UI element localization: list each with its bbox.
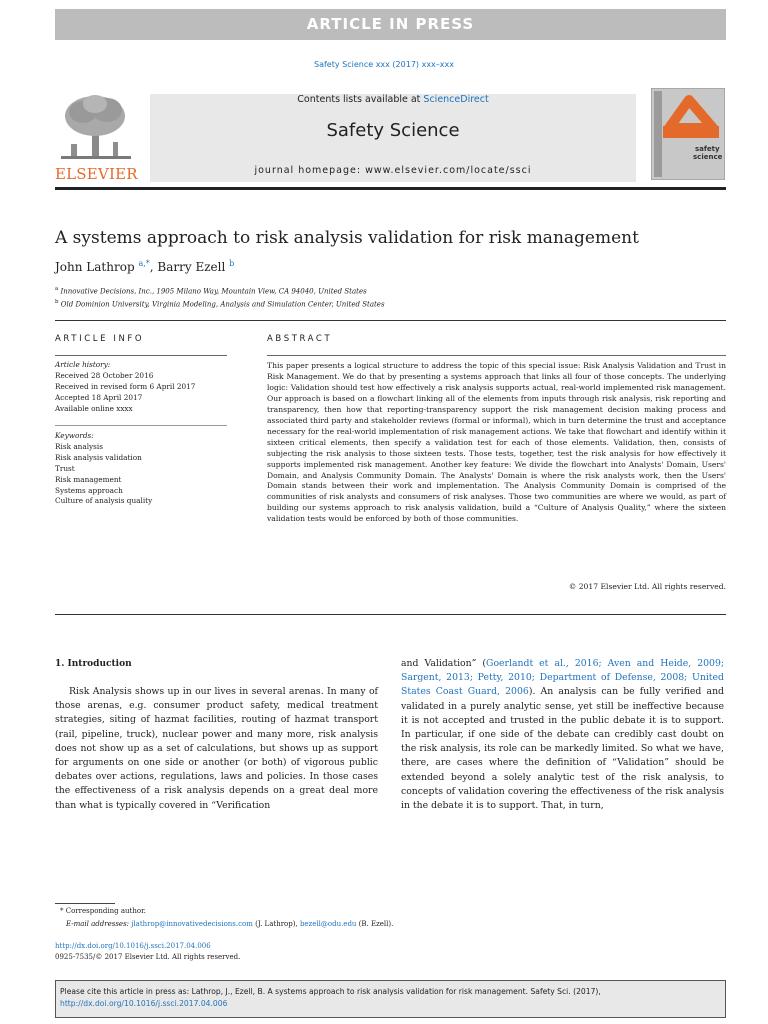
article-info-rule [55, 355, 227, 356]
affiliation-mark: b [55, 299, 59, 306]
email-link[interactable]: jlathrop@innovativedecisions.com [131, 920, 253, 928]
history-item: Accepted 18 April 2017 [55, 392, 143, 402]
author-name[interactable]: Barry Ezell [157, 260, 226, 274]
author-list [55, 259, 234, 274]
intro-text: and Validation” ( [401, 658, 487, 669]
abstract-heading: ABSTRACT [267, 334, 333, 344]
citation-box [55, 980, 726, 1018]
header-rule [55, 187, 726, 190]
doi-link[interactable]: http://dx.doi.org/10.1016/j.ssci.2017.04.006 [55, 942, 211, 950]
affiliation-text: Old Dominion University, Virginia Modeling, Analysis and Simulation Center, United States [60, 300, 385, 309]
author-name[interactable]: John Lathrop [55, 260, 135, 274]
article-in-press-banner: ARTICLE IN PRESS [55, 9, 726, 40]
history-item: Received in revised form 6 April 2017 [55, 381, 196, 391]
email-addresses [66, 920, 393, 928]
issn-line: 0925-7535/© 2017 Elsevier Ltd. All rights reserved. [55, 953, 241, 961]
history-item: Received 28 October 2016 [55, 370, 154, 380]
article-history [55, 360, 227, 415]
history-label: Article history: [55, 360, 111, 369]
affiliation-b [55, 297, 385, 310]
journal-header-box [150, 94, 636, 182]
keyword-item: Risk analysis [55, 441, 103, 451]
article-title: A systems approach to risk analysis validation for risk management [55, 228, 639, 248]
journal-name: Safety Science [326, 120, 460, 141]
article-info-heading: ARTICLE INFO [55, 334, 145, 344]
cover-title-line2: science [693, 153, 723, 161]
affiliations [55, 284, 385, 311]
elsevier-wordmark: ELSEVIER [55, 165, 138, 183]
email-owner: (B. Ezell). [356, 920, 394, 928]
keyword-item: Culture of analysis quality [55, 496, 153, 506]
cover-title-line1: safety [695, 145, 720, 153]
author-affiliation-mark[interactable]: b [229, 259, 235, 268]
journal-cover-thumbnail[interactable] [651, 88, 725, 180]
contents-line [150, 94, 636, 105]
author-separator: , [149, 260, 158, 274]
keywords-label: Keywords: [55, 431, 94, 440]
section-divider [55, 320, 726, 321]
citation-doi-link[interactable]: http://dx.doi.org/10.1016/j.ssci.2017.04.006 [60, 999, 228, 1008]
tree-icon [55, 92, 137, 164]
affiliation-text: Innovative Decisions, Inc., 1905 Milano Way, Mountain View, CA 94040, United States [60, 287, 367, 296]
intro-right-column [401, 657, 724, 813]
abstract-end-rule [55, 614, 726, 615]
email-link[interactable]: bezell@odu.edu [299, 920, 357, 928]
affiliation-mark: a [55, 286, 59, 292]
contents-prefix: Contents lists available at [297, 94, 424, 105]
footnote-rule [55, 903, 115, 904]
author-affiliation-mark[interactable]: a,* [138, 259, 150, 268]
keyword-item: Trust [55, 463, 75, 473]
introduction-heading: 1. Introduction [55, 659, 132, 669]
citation-text [60, 986, 721, 1010]
cover-image [651, 88, 725, 180]
journal-homepage[interactable]: journal homepage: www.elsevier.com/locate/ssci [254, 165, 532, 176]
corresponding-author-note: * Corresponding author. [60, 907, 146, 915]
keywords-rule [55, 425, 227, 426]
intro-text: ). An analysis can be fully verified and validated in a purely analytic sense, yet still be ineffective because it is not accepted and trusted in the public debate it is to support. In particular, if one side of the debate can credibly cast doubt on the risk analysis, its role can be markedly limited. So what we have, there, are cases where the definition of “Validation” should be extended beyond a solely analytic test of the risk analysis, to concepts of validation covering the effectiveness of the risk analysis in the debate it is to support. That, in turn, [401, 686, 725, 812]
elsevier-logo[interactable] [55, 92, 137, 182]
abstract-rule [267, 355, 726, 356]
intro-left-column: Risk Analysis shows up in our lives in several arenas. In many of those arenas, e.g. consumer product safety, medical treatment strategies, siting of hazmat facilities, routing of hazmat transport (rail, pipeline, truck), nuclear power and many more, risk analysis does not show up as a set of calculations, but shows up as support for arguments on one side or another (or both) of vigorous public debates over actions, regulations, laws and policies. In those cases the effectiveness of a risk analysis depends on a great deal more than what is typically covered in “Verification [55, 686, 378, 811]
doi-block [55, 941, 240, 963]
affiliation-a [55, 284, 385, 297]
keywords [55, 431, 227, 507]
keyword-item: Risk analysis validation [55, 452, 142, 462]
history-item: Available online xxxx [55, 403, 133, 413]
citation-sentence: Please cite this article in press as: Lathrop, J., Ezell, B. A systems approach to risk analysis validation for risk management. Safety Sci. (2017), [60, 987, 601, 996]
abstract-text: This paper presents a logical structure to address the topic of this special issue: Risk Analysis Validation and Trust in Risk Management. We do that by presenting a systems approach that links all four of those concepts. The underlying logic: Validation should test how effectively a risk analysis supports actual, real-world implemented risk management. Our approach is based on a flowchart linking all of the elements from inputs through risk analysis, risk reporting and transparency, then how that reporting-transparency support the risk management decision making process and associated third party and stakeholder reviews (formal or informal), which in turn determine the trust and acceptance necessary for the real-world implementation of risk management actions. We take that flowchart and identify within it sixteen critical elements, then specify a validation test for each of those elements. Validation, then, consists of subjecting the risk analysis to those sixteen tests. Those tests, together, test the risk analysis for how effectively it supports implemented risk management. Another key feature: We divide the flowchart into Analysts' Domain, Users' Domain, and Analysis Community Domain. The Analysts' Domain is where the risk analysts work, then the Users' Domain stands between their work and implementation. The Analysis Community Domain is comprised of the communities of risk analysts and consumers of risk analyses. Those two communities are where we would, as part of building our systems approach to risk analysis validation, build a “Culture of Analysis Quality,” where the sixteen validation tests would be enforced by both of those communities. [267, 361, 726, 524]
sciencedirect-link[interactable]: ScienceDirect [423, 94, 489, 105]
journal-reference[interactable]: Safety Science xxx (2017) xxx–xxx [314, 60, 454, 69]
email-owner: (J. Lathrop), [252, 920, 300, 928]
keyword-item: Systems approach [55, 485, 123, 495]
keyword-item: Risk management [55, 474, 122, 484]
copyright-notice: © 2017 Elsevier Ltd. All rights reserved. [568, 582, 726, 591]
email-label: E-mail addresses: [66, 920, 130, 928]
citation-links[interactable]: Goerlandt et al., 2016; Aven and Heide, 2009; Sargent, 2013; Petty, 2010; Department of Defense, 2008; United States Coast Guard, 2006 [401, 658, 724, 698]
